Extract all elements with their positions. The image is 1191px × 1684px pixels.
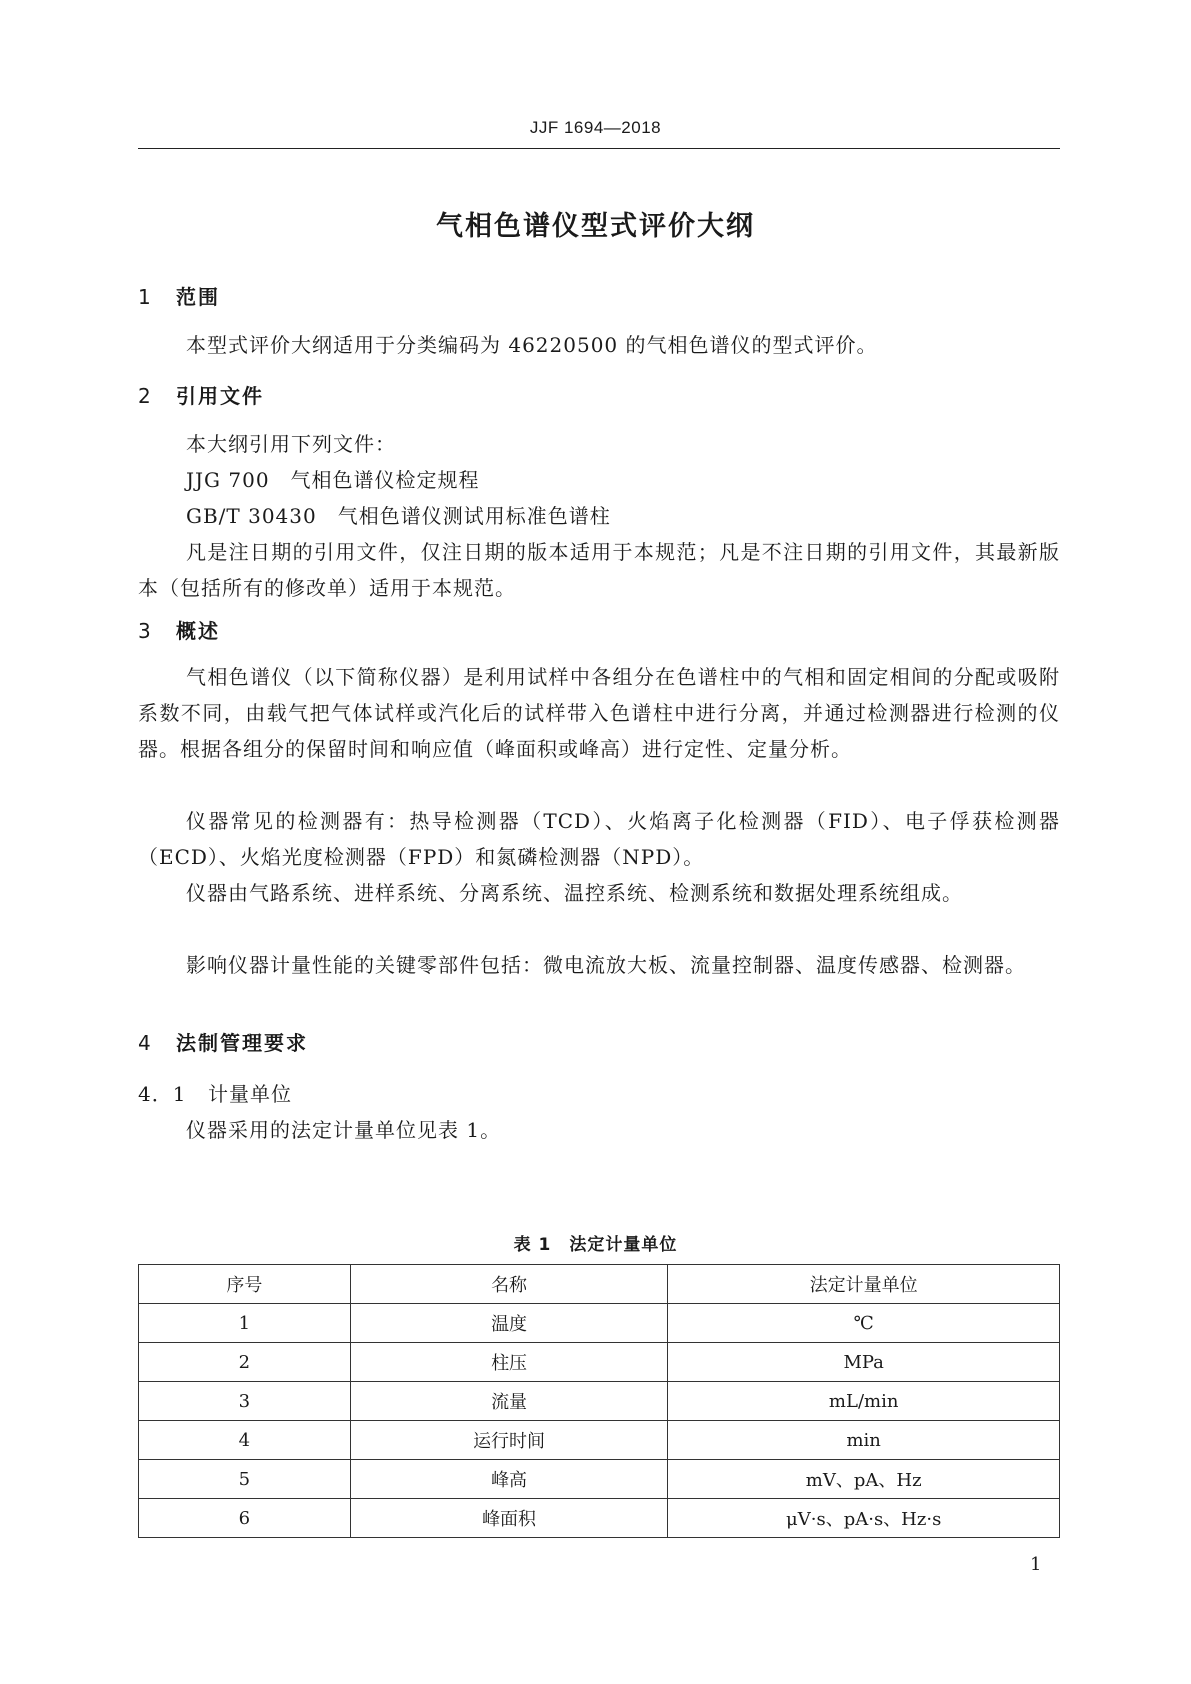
- section-title: 范围: [176, 285, 220, 309]
- cell-index: 1: [139, 1304, 351, 1343]
- cell-unit: mV、pA、Hz: [668, 1460, 1060, 1499]
- section-number: 1: [138, 285, 153, 309]
- reference-gbt-30430: GB/T 30430 气相色谱仪测试用标准色谱柱: [186, 504, 611, 528]
- subsection-title: 计量单位: [208, 1082, 292, 1106]
- section-number: 4: [138, 1031, 153, 1055]
- section-number: 3: [138, 619, 153, 643]
- cell-name: 运行时间: [350, 1421, 668, 1460]
- document-title: 气相色谱仪型式评价大纲: [436, 211, 755, 242]
- table-row: [139, 1499, 1060, 1538]
- section-4-paragraph: 仪器采用的法定计量单位见表 1。: [186, 1118, 502, 1142]
- section-3-paragraph-3: 仪器由气路系统、进样系统、分离系统、温控系统、检测系统和数据处理系统组成。: [186, 881, 963, 905]
- section-3-heading: [138, 615, 220, 644]
- cell-unit: MPa: [668, 1343, 1060, 1382]
- section-1-paragraph: 本型式评价大纲适用于分类编码为 46220500 的气相色谱仪的型式评价。: [186, 333, 878, 357]
- cell-unit: μV·s、pA·s、Hz·s: [668, 1499, 1060, 1538]
- document-code-header: JJF 1694—2018: [529, 118, 662, 137]
- header-cell-index: 序号: [139, 1265, 351, 1304]
- section-1-heading: [138, 281, 220, 310]
- cell-unit: mL/min: [668, 1382, 1060, 1421]
- section-2-heading: [138, 380, 264, 409]
- cell-unit: ℃: [668, 1304, 1060, 1343]
- section-title: 法制管理要求: [176, 1031, 308, 1055]
- cell-name: 温度: [350, 1304, 668, 1343]
- section-title: 引用文件: [176, 384, 264, 408]
- section-3-paragraph-2: 仪器常见的检测器有：热导检测器（TCD）、火焰离子化检测器（FID）、电子俘获检测器（ECD）、火焰光度检测器（FPD）和氮磷检测器（NPD）。: [138, 809, 1060, 869]
- cell-name: 流量: [350, 1382, 668, 1421]
- cell-index: 4: [139, 1421, 351, 1460]
- table-row: [139, 1460, 1060, 1499]
- section-2-paragraph: 凡是注日期的引用文件，仅注日期的版本适用于本规范；凡是不注日期的引用文件，其最新版本（包括所有的修改单）适用于本规范。: [138, 540, 1060, 600]
- cell-name: 峰高: [350, 1460, 668, 1499]
- cell-name: 峰面积: [350, 1499, 668, 1538]
- cell-index: 2: [139, 1343, 351, 1382]
- units-table: [138, 1264, 1060, 1538]
- cell-index: 5: [139, 1460, 351, 1499]
- subsection-4-1-heading: [138, 1078, 292, 1107]
- reference-jjg-700: JJG 700 气相色谱仪检定规程: [186, 468, 480, 492]
- header-divider: [138, 148, 1060, 149]
- table-header-row: [139, 1265, 1060, 1304]
- subsection-number: 4．1: [138, 1082, 187, 1106]
- cell-unit: min: [668, 1421, 1060, 1460]
- section-number: 2: [138, 384, 153, 408]
- cell-name: 柱压: [350, 1343, 668, 1382]
- cell-index: 3: [139, 1382, 351, 1421]
- table-row: [139, 1304, 1060, 1343]
- table-row: [139, 1343, 1060, 1382]
- cell-index: 6: [139, 1499, 351, 1538]
- header-cell-unit: 法定计量单位: [668, 1265, 1060, 1304]
- section-title: 概述: [176, 619, 220, 643]
- table-row: [139, 1382, 1060, 1421]
- section-3-paragraph-1: 气相色谱仪（以下简称仪器）是利用试样中各组分在色谱柱中的气相和固定相间的分配或吸附系数不同，由载气把气体试样或汽化后的试样带入色谱柱中进行分离，并通过检测器进行检测的仪器。根据各组分的保留时间和响应值（峰面积或峰高）进行定性、定量分析。: [138, 665, 1060, 761]
- table-caption: 表 1 法定计量单位: [513, 1235, 678, 1255]
- section-4-heading: [138, 1027, 308, 1056]
- section-2-intro: 本大纲引用下列文件：: [186, 432, 396, 456]
- header-cell-name: 名称: [350, 1265, 668, 1304]
- page-number: 1: [1030, 1554, 1042, 1575]
- section-3-paragraph-4: 影响仪器计量性能的关键零部件包括：微电流放大板、流量控制器、温度传感器、检测器。: [186, 953, 1026, 977]
- table-row: [139, 1421, 1060, 1460]
